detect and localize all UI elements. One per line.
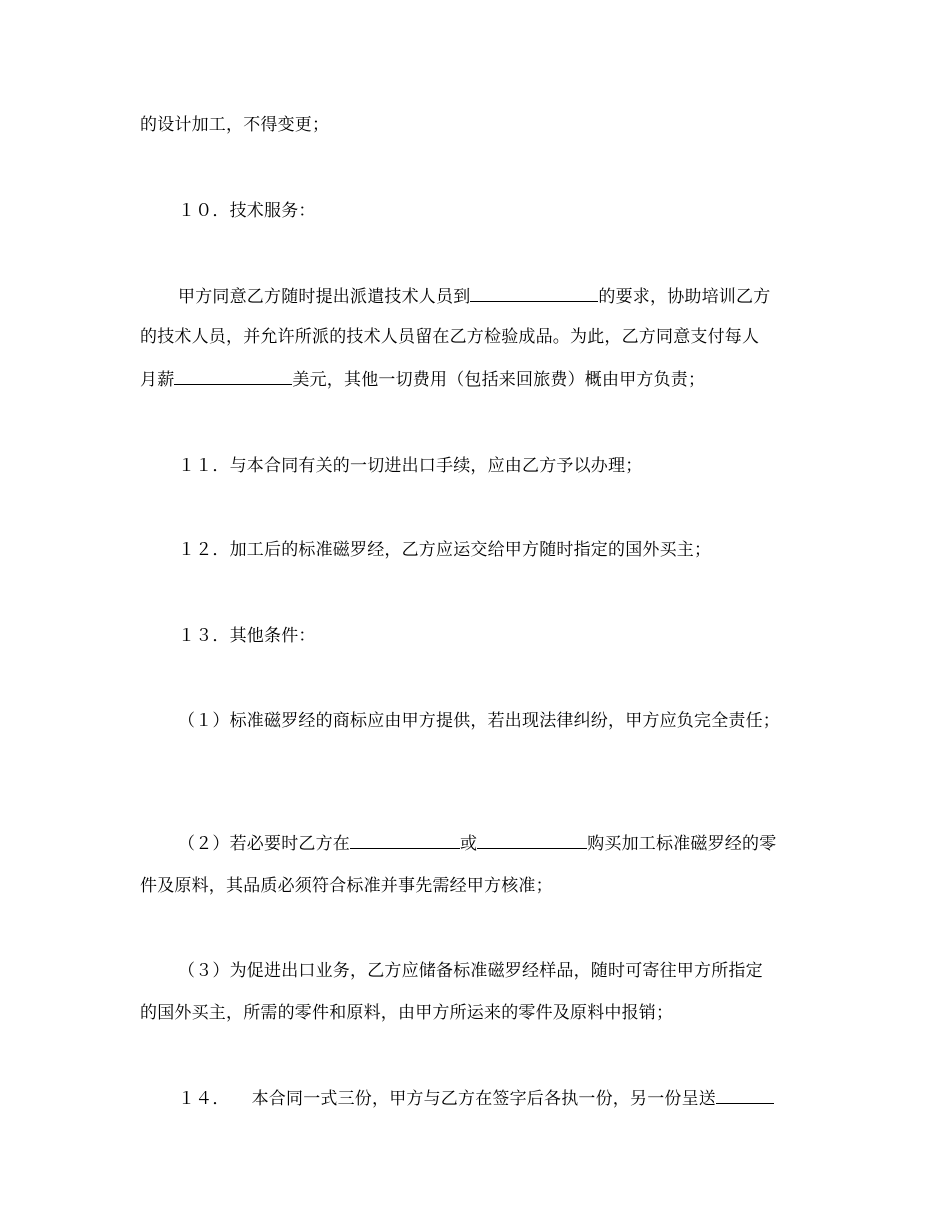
clause-text: 本合同一式三份，甲方与乙方在签字后各执一份，另一份呈送 (251, 1089, 717, 1109)
clause-text: （２）若必要时乙方在 (178, 834, 350, 854)
sub-clause-1 (178, 710, 780, 732)
clause-heading-12 (178, 539, 711, 561)
text-line (140, 875, 553, 897)
clause-text: （３）为促进出口业务，乙方应储备标准磁罗经样品，随时可寄往甲方所指定 (178, 961, 763, 981)
clause-text: 月薪 (140, 370, 175, 390)
clause-text: １３．其他条件： (178, 626, 316, 646)
text-line (178, 285, 770, 308)
fill-in-blank[interactable] (174, 368, 292, 385)
text-line (140, 368, 705, 391)
clause-number: １４． (178, 1089, 230, 1109)
fill-in-blank[interactable] (350, 832, 460, 849)
clause-text: 件及原料，其品质必须符合标准并事先需经甲方核准； (140, 876, 553, 896)
fill-in-blank[interactable] (470, 285, 598, 302)
clause-text: 的技术人员，并允许所派的技术人员留在乙方检验成品。为此，乙方同意支付每人 (140, 327, 760, 347)
sub-clause-3 (178, 960, 763, 982)
clause-heading-13 (178, 625, 316, 647)
fill-in-blank[interactable] (477, 832, 587, 849)
clause-text: 甲方同意乙方随时提出派遣技术人员到 (178, 287, 471, 307)
clause-text: （１）标准磁罗经的商标应由甲方提供，若出现法律纠纷，甲方应负完全责任； (178, 711, 780, 731)
clause-text: 的要求，协助培训乙方 (598, 287, 771, 307)
clause-heading-10 (178, 200, 316, 222)
clause-text: 购买加工标准磁罗经的零 (587, 834, 777, 854)
clause-text: 的国外买主，所需的零件和原料，由甲方所运来的零件及原料中报销； (140, 1003, 674, 1023)
clause-text: １１．与本合同有关的一切进出口手续，应由乙方予以办理； (178, 456, 643, 476)
fill-in-blank[interactable] (716, 1087, 774, 1104)
clause-text: １２．加工后的标准磁罗经，乙方应运交给甲方随时指定的国外买主； (178, 540, 712, 560)
clause-text: １０．技术服务： (178, 201, 316, 221)
sub-clause-2 (178, 832, 776, 855)
clause-heading-11 (178, 455, 642, 477)
clause-text: 美元，其他一切费用（包括来回旅费）概由甲方负责； (292, 370, 706, 390)
clause-text: 的设计加工，不得变更； (140, 115, 330, 135)
clause-text: 或 (460, 834, 478, 854)
text-line (140, 1002, 673, 1024)
text-line (140, 114, 329, 136)
clause-heading-14 (178, 1087, 774, 1110)
text-line (140, 326, 759, 348)
